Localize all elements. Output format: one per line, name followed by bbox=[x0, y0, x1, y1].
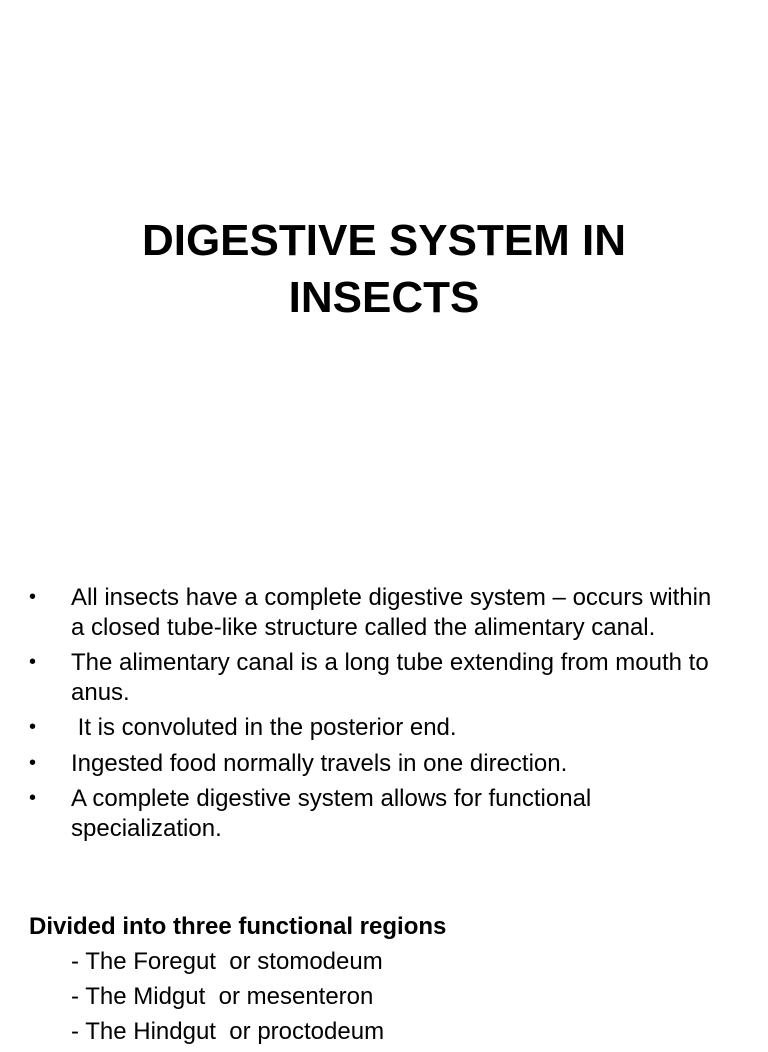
bullet-dot-icon: • bbox=[29, 716, 37, 738]
bullet-text: A complete digestive system allows for functional specialization. bbox=[71, 785, 592, 842]
bullet-item bbox=[0, 784, 720, 843]
region-item-midgut: - The Midgut or mesenteron bbox=[71, 983, 374, 1010]
bullet-item bbox=[0, 749, 720, 779]
bullet-text: The alimentary canal is a long tube extending from mouth to anus. bbox=[71, 649, 709, 706]
bullet-text: All insects have a complete digestive system – occurs within a closed tube-like structure called the alimentary canal. bbox=[71, 584, 712, 641]
slide-title-line-1: DIGESTIVE SYSTEM IN bbox=[141, 216, 627, 265]
slide-title-line-2: INSECTS bbox=[288, 273, 480, 322]
bullet-dot-icon: • bbox=[29, 787, 37, 809]
bullet-text: It is convoluted in the posterior end. bbox=[71, 714, 457, 741]
bullet-dot-icon: • bbox=[29, 651, 37, 673]
regions-heading: Divided into three functional regions bbox=[29, 913, 447, 940]
bullet-text: Ingested food normally travels in one direction. bbox=[71, 749, 568, 777]
bullet-list bbox=[0, 583, 720, 849]
slide-title bbox=[60, 212, 708, 326]
region-item-foregut: - The Foregut or stomodeum bbox=[71, 948, 383, 975]
bullet-item bbox=[0, 713, 720, 743]
bullet-dot-icon: • bbox=[29, 751, 37, 774]
bullet-dot-icon: • bbox=[29, 586, 37, 608]
bullet-item bbox=[0, 648, 720, 707]
regions-list bbox=[71, 947, 384, 1052]
region-item-hindgut: - The Hindgut or proctodeum bbox=[71, 1018, 385, 1045]
bullet-item bbox=[0, 583, 720, 642]
